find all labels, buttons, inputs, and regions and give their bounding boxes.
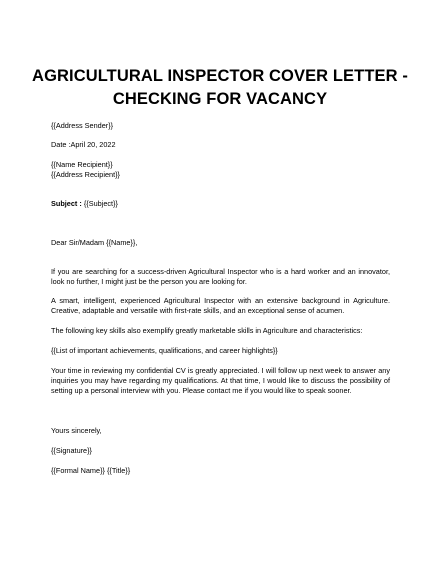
salutation: Dear Sir/Madam {{Name}}, xyxy=(51,238,138,247)
formal-name: {{Formal Name}} {{Title}} xyxy=(51,466,131,475)
address-recipient: {{Address Recipient}} xyxy=(51,170,120,179)
paragraph-intro: If you are searching for a success-driven Agricultural Inspector who is a hard worker and an innovator, look no further, I might just be the person you are looking for. xyxy=(51,267,390,286)
name-recipient: {{Name Recipient}} xyxy=(51,160,113,169)
subject-value: {{Subject}} xyxy=(81,199,118,208)
paragraph-achievements: {{List of important achievements, qualifications, and career highlights}} xyxy=(51,346,278,355)
signature: {{Signature}} xyxy=(51,446,92,455)
paragraph-background: A smart, intelligent, experienced Agricultural Inspector with an extensive background in Agriculture. Creative, adaptable and versatile with first-rate skills, and an exceptional sense of acumen. xyxy=(51,296,390,315)
letter-title-line-1: AGRICULTURAL INSPECTOR COVER LETTER - xyxy=(32,67,408,85)
closing: Yours sincerely, xyxy=(51,426,102,435)
subject-label: Subject : xyxy=(51,199,82,208)
subject-line xyxy=(51,199,118,208)
address-sender: {{Address Sender}} xyxy=(51,121,114,130)
letter-date: Date :April 20, 2022 xyxy=(51,140,116,149)
letter-title-line-2: CHECKING FOR VACANCY xyxy=(112,90,328,108)
paragraph-skills-intro: The following key skills also exemplify greatly marketable skills in Agriculture and characteristics: xyxy=(51,326,363,335)
paragraph-closing-remarks: Your time in reviewing my confidential CV is greatly appreciated. I will follow up next week to answer any inquiries you may have regarding my qualifications. At that time, I would like to discuss the possibility of setting up a personal interview with you. Please contact me if you would like to speak sooner. xyxy=(51,366,390,395)
